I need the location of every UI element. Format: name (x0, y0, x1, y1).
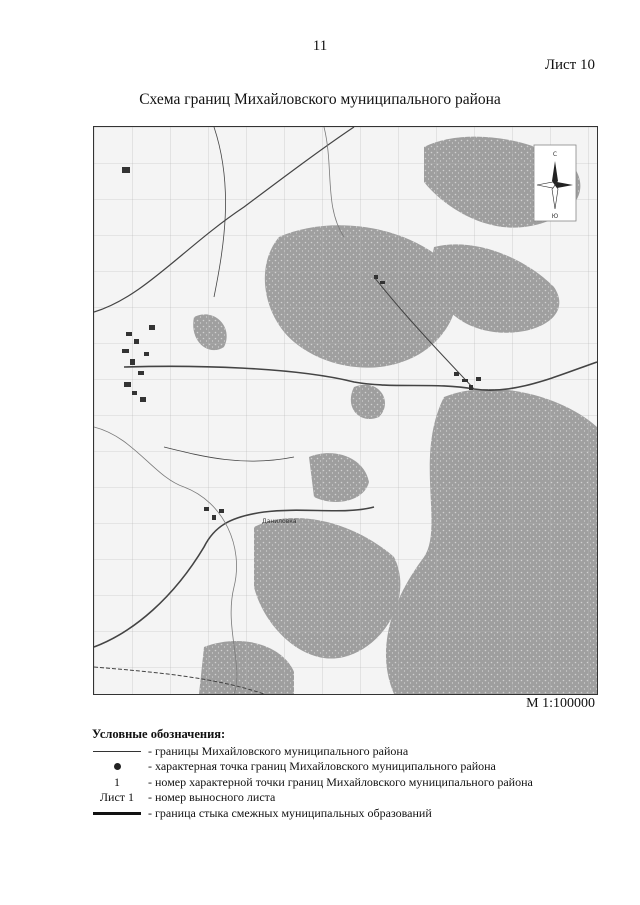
legend-title: Условные обозначения: (92, 727, 226, 741)
thin-line-symbol (93, 751, 141, 752)
legend-item-description: - граница стыка смежных муниципальных образований (148, 805, 432, 820)
topographic-map (93, 126, 598, 695)
legend-item-point-number (92, 775, 612, 791)
map-label-danilovka: Даниловка (262, 518, 297, 525)
thick-line-symbol (93, 812, 141, 815)
legend-item-description: - номер характерной точки границ Михайловского муниципального района (148, 774, 533, 789)
sheet-number-symbol: Лист 1 (99, 790, 135, 805)
sheet-label: Лист 10 (544, 57, 595, 73)
dot-symbol (114, 763, 121, 770)
legend-item-description: - границы Михайловского муниципального района (148, 743, 409, 758)
legend-item-junction-boundary (92, 806, 612, 822)
map-canvas (94, 127, 597, 694)
legend-item-district-boundary (92, 744, 612, 760)
legend-item-description: - номер выносного листа (148, 790, 276, 805)
legend-item-description: - характерная точка границ Михайловского муниципального района (148, 759, 496, 774)
compass-rose-icon (534, 145, 576, 221)
legend-item-sheet-number (92, 790, 612, 806)
map-scale: М 1:100000 (526, 696, 595, 711)
document-title: Схема границ Михайловского муниципального района (139, 91, 501, 108)
legend (92, 727, 612, 822)
point-number-symbol: 1 (114, 774, 120, 789)
page-number: 11 (312, 38, 328, 54)
legend-item-boundary-point (92, 759, 612, 775)
compass-north-label: С (552, 151, 558, 158)
compass-south-label: Ю (551, 213, 559, 220)
